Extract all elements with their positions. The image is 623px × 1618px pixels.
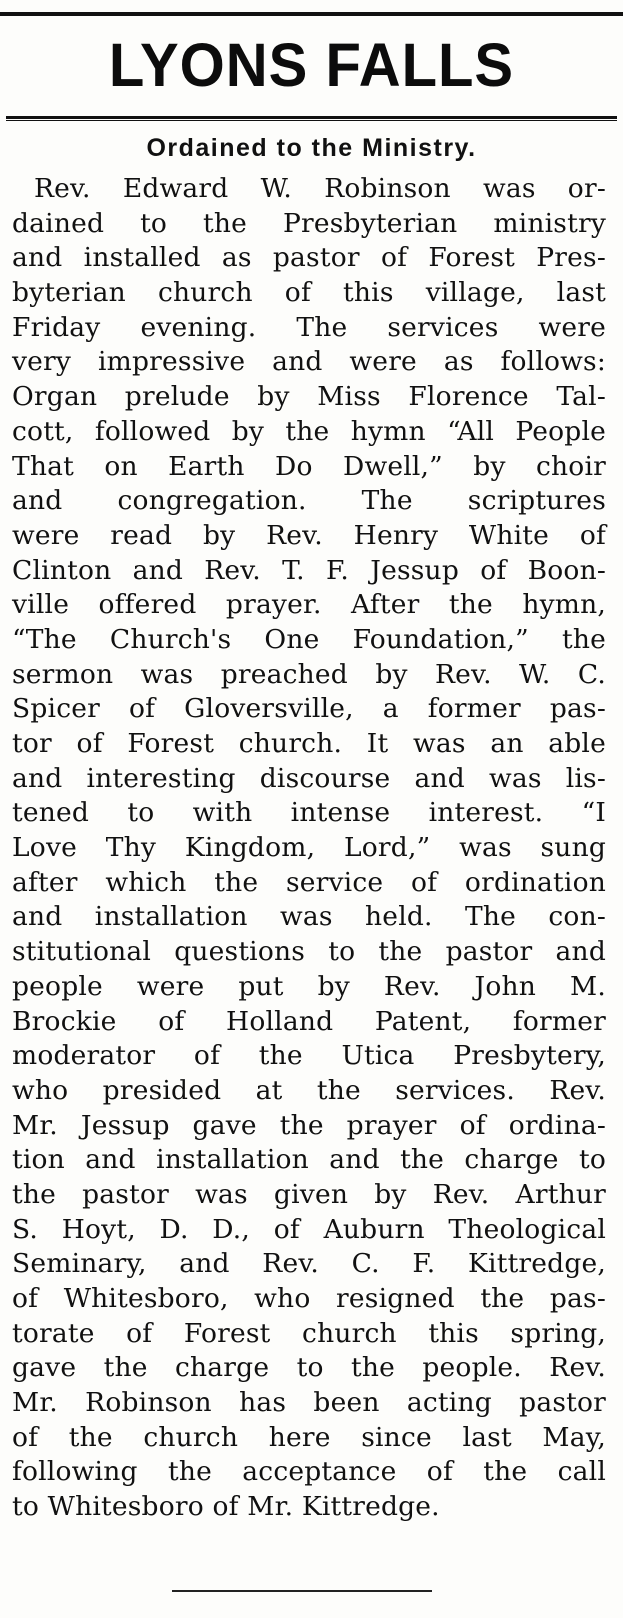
article-body [12, 172, 606, 1525]
article-line: Mr. Jessup gave the prayer of ordina- [12, 1109, 606, 1141]
article-line: moderator of the Utica Presbytery, [12, 1040, 606, 1072]
article-line: to Whitesboro of Mr. Kittredge. [12, 1491, 440, 1523]
article-line: Clinton and Rev. T. F. Jessup of Boon- [12, 554, 606, 586]
headline: LYONS FALLS [108, 31, 515, 100]
headline-divider-rule [6, 116, 617, 121]
article-line: Love Thy Kingdom, Lord,” was sung [12, 832, 606, 864]
article-line: dained to the Presbyterian ministry [12, 207, 606, 239]
article-line: S. Hoyt, D. D., of Auburn Theological [12, 1213, 606, 1245]
article-line: Organ prelude by Miss Florence Tal- [12, 381, 606, 413]
article-end-rule [172, 1590, 432, 1592]
article-line: sermon was preached by Rev. W. C. [12, 658, 606, 690]
article-line: tened to with intense interest. “I [12, 797, 606, 829]
article-line: Brockie of Holland Patent, former [12, 1005, 606, 1037]
article-line: tor of Forest church. It was an able [12, 728, 606, 759]
article-line: of Whitesboro, who resigned the pas- [12, 1283, 606, 1314]
article-line: the pastor was given by Rev. Arthur [12, 1178, 606, 1210]
article-line: stitutional questions to the pastor and [12, 936, 606, 968]
article-line: tion and installation and the charge to [12, 1144, 606, 1176]
article-line: Rev. Edward W. Robinson was or- [34, 173, 606, 204]
article-line: byterian church of this village, last [12, 277, 606, 309]
article-line: of the church here since last May, [12, 1421, 606, 1453]
article-line: Spicer of Gloversville, a former pas- [12, 693, 606, 725]
article-line: who presided at the services. Rev. [12, 1074, 606, 1106]
top-column-rule [0, 12, 623, 16]
article-line: and installation was held. The con- [12, 901, 606, 933]
article-line: and installed as pastor of Forest Pres- [12, 242, 606, 274]
article-line: Seminary, and Rev. C. F. Kittredge, [12, 1248, 606, 1280]
article-line: torate of Forest church this spring, [12, 1317, 606, 1349]
article-line: ville offered prayer. After the hymn, [12, 589, 606, 621]
article-line: after which the service of ordination [12, 866, 606, 898]
article-line: and congregation. The scriptures [12, 485, 606, 517]
article-line: following the acceptance of the call [12, 1456, 606, 1488]
article-line: very impressive and were as follows: [12, 346, 606, 378]
article-line: Mr. Robinson has been acting pastor [12, 1387, 606, 1419]
article-line: cott, followed by the hymn “All People [12, 415, 606, 447]
subheadline: Ordained to the Ministry. [146, 134, 477, 162]
article-line: That on Earth Do Dwell,” by choir [12, 450, 606, 482]
article-line: were read by Rev. Henry White of [12, 519, 606, 551]
article-line: and interesting discourse and was lis- [12, 762, 606, 794]
article-line: “The Church's One Foundation,” the [12, 623, 606, 655]
article-line: Friday evening. The services were [12, 311, 606, 343]
article-line: gave the charge to the people. Rev. [12, 1352, 606, 1384]
article-line: people were put by Rev. John M. [12, 970, 606, 1002]
